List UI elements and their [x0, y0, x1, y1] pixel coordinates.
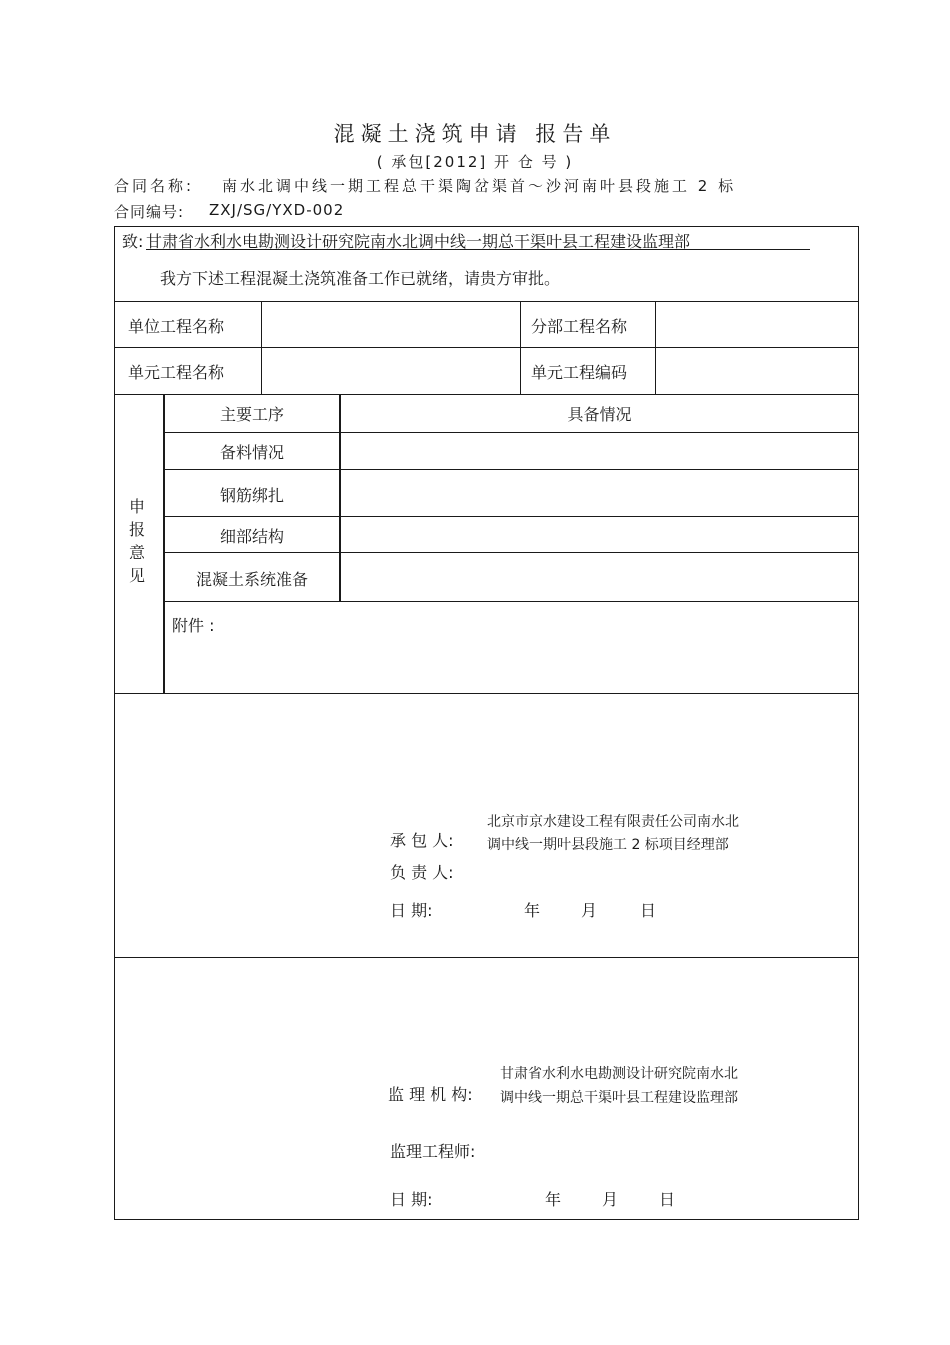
process-row-rebar: 钢筋绑扎: [219, 486, 284, 505]
col-header-status: 具备情况: [567, 405, 632, 424]
to-value: 甘肃省水利水电勘测设计研究院南水北调中线一期总干渠叶县工程建设监理部: [146, 232, 691, 251]
supervisor-org-label: 监 理 机 构:: [388, 1085, 473, 1104]
col-header-process: 主要工序: [219, 405, 284, 424]
element-code-label: 单元工程编码: [531, 363, 628, 382]
contractor-org-line2: 调中线一期叶县段施工 2 标项目经理部: [487, 837, 729, 853]
contractor-org-line1: 北京市京水建设工程有限责任公司南水北: [487, 814, 739, 830]
contractor-date-day: 日: [640, 901, 657, 920]
contractor-label: 承 包 人:: [390, 831, 454, 850]
process-row-concrete-system: 混凝土系统准备: [195, 570, 308, 589]
attachment-label: 附件 :: [172, 616, 215, 635]
contractor-date-month: 月: [581, 901, 598, 920]
contract-no-value: ZXJ/SG/YXD-002: [209, 201, 345, 219]
document-subtitle: ( 承包[2012] 开 仓 号 ): [376, 153, 574, 171]
supervisor-org-line1: 甘肃省水利水电勘测设计研究院南水北: [500, 1066, 738, 1082]
contract-name-label: 合同名称:: [114, 177, 195, 195]
supervisor-org-line2: 调中线一期总干渠叶县工程建设监理部: [500, 1090, 738, 1106]
supervisor-date-label: 日 期:: [390, 1190, 433, 1209]
contract-no-label: 合同编号:: [114, 203, 185, 221]
contract-name-value: 南水北调中线一期工程总干渠陶岔渠首～沙河南叶县段施工 2 标: [222, 177, 737, 195]
supervisor-date-year: 年: [545, 1190, 562, 1209]
declaration-text: 我方下述工程混凝土浇筑准备工作已就绪，请贵方审批。: [160, 269, 561, 288]
process-row-materials: 备料情况: [219, 443, 284, 462]
sub-project-label: 分部工程名称: [531, 317, 628, 336]
application-side-label: 申报意见: [128, 497, 145, 585]
contractor-date-year: 年: [524, 901, 541, 920]
unit-project-label: 单位工程名称: [128, 317, 225, 336]
supervisor-engineer-label: 监理工程师:: [390, 1142, 476, 1161]
document-title: 混凝土浇筑申请 报告单: [333, 122, 617, 146]
contractor-person-label: 负 责 人:: [390, 863, 454, 882]
supervisor-date-month: 月: [602, 1190, 619, 1209]
process-row-details: 细部结构: [219, 527, 284, 546]
supervisor-date-day: 日: [659, 1190, 676, 1209]
element-project-label: 单元工程名称: [128, 363, 225, 382]
contractor-date-label: 日 期:: [390, 901, 433, 920]
to-label: 致:: [122, 232, 144, 251]
